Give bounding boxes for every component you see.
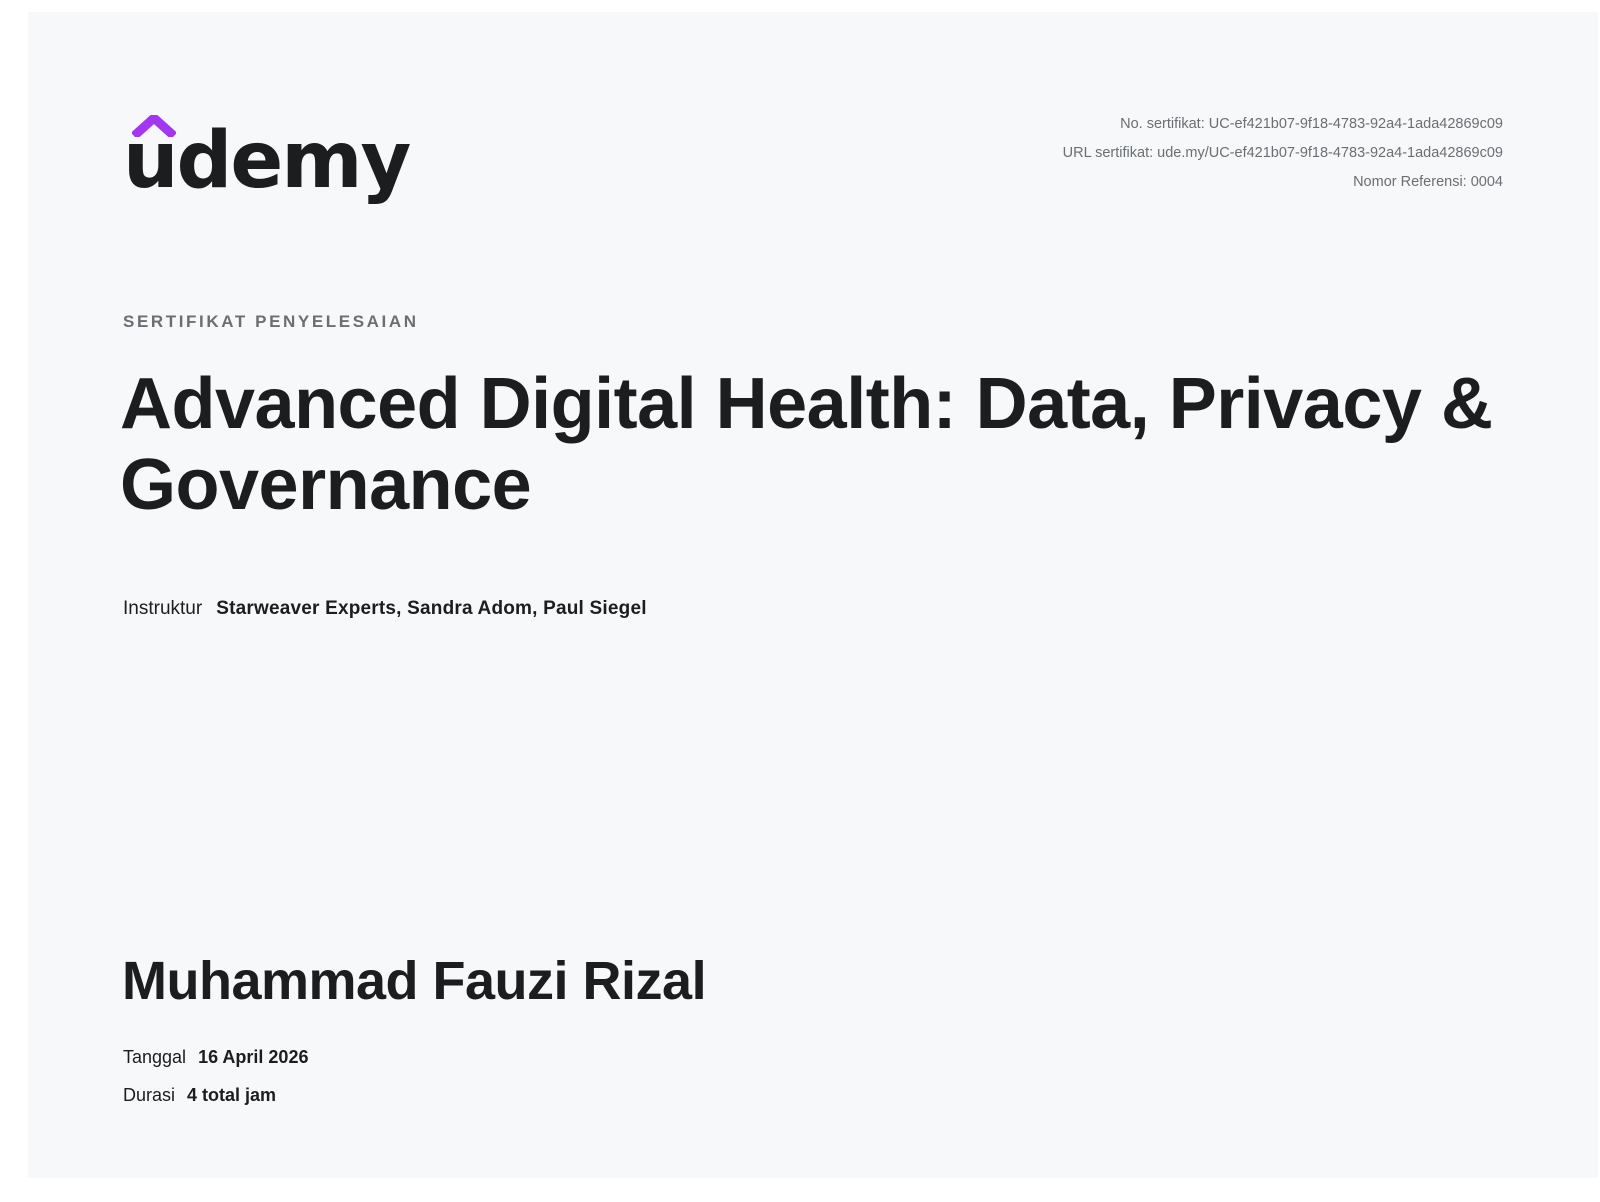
recipient-name: Muhammad Fauzi Rizal bbox=[122, 951, 707, 1011]
duration-value: 4 total jam bbox=[187, 1085, 277, 1105]
duration-label: Durasi bbox=[123, 1085, 176, 1105]
udemy-wordmark: udemy bbox=[123, 116, 410, 206]
instructor-label: Instruktur bbox=[123, 598, 203, 619]
date-value: 16 April 2026 bbox=[198, 1047, 309, 1067]
reference-number: Nomor Referensi: 0004 bbox=[1353, 174, 1503, 190]
certificate-page bbox=[28, 12, 1598, 1178]
udemy-logo bbox=[123, 100, 410, 206]
certificate-url: URL sertifikat: ude.my/UC-ef421b07-9f18-4783-92a4-1ada42869c09 bbox=[1062, 145, 1503, 161]
duration-row bbox=[123, 1076, 308, 1114]
certificate-eyebrow: SERTIFIKAT PENYELESAIAN bbox=[123, 312, 419, 331]
certificate-meta bbox=[1063, 110, 1503, 197]
certificate-header bbox=[123, 92, 1503, 212]
certificate-number: No. sertifikat: UC-ef421b07-9f18-4783-92a4-1ada42869c09 bbox=[1120, 116, 1503, 132]
date-label: Tanggal bbox=[123, 1047, 187, 1067]
instructor-names: Starweaver Experts, Sandra Adom, Paul Siegel bbox=[216, 598, 647, 619]
course-title: Advanced Digital Health: Data, Privacy & Governance bbox=[120, 364, 1493, 525]
certificate-details bbox=[123, 1038, 308, 1114]
instructor-line bbox=[123, 598, 647, 620]
date-row bbox=[123, 1038, 308, 1076]
